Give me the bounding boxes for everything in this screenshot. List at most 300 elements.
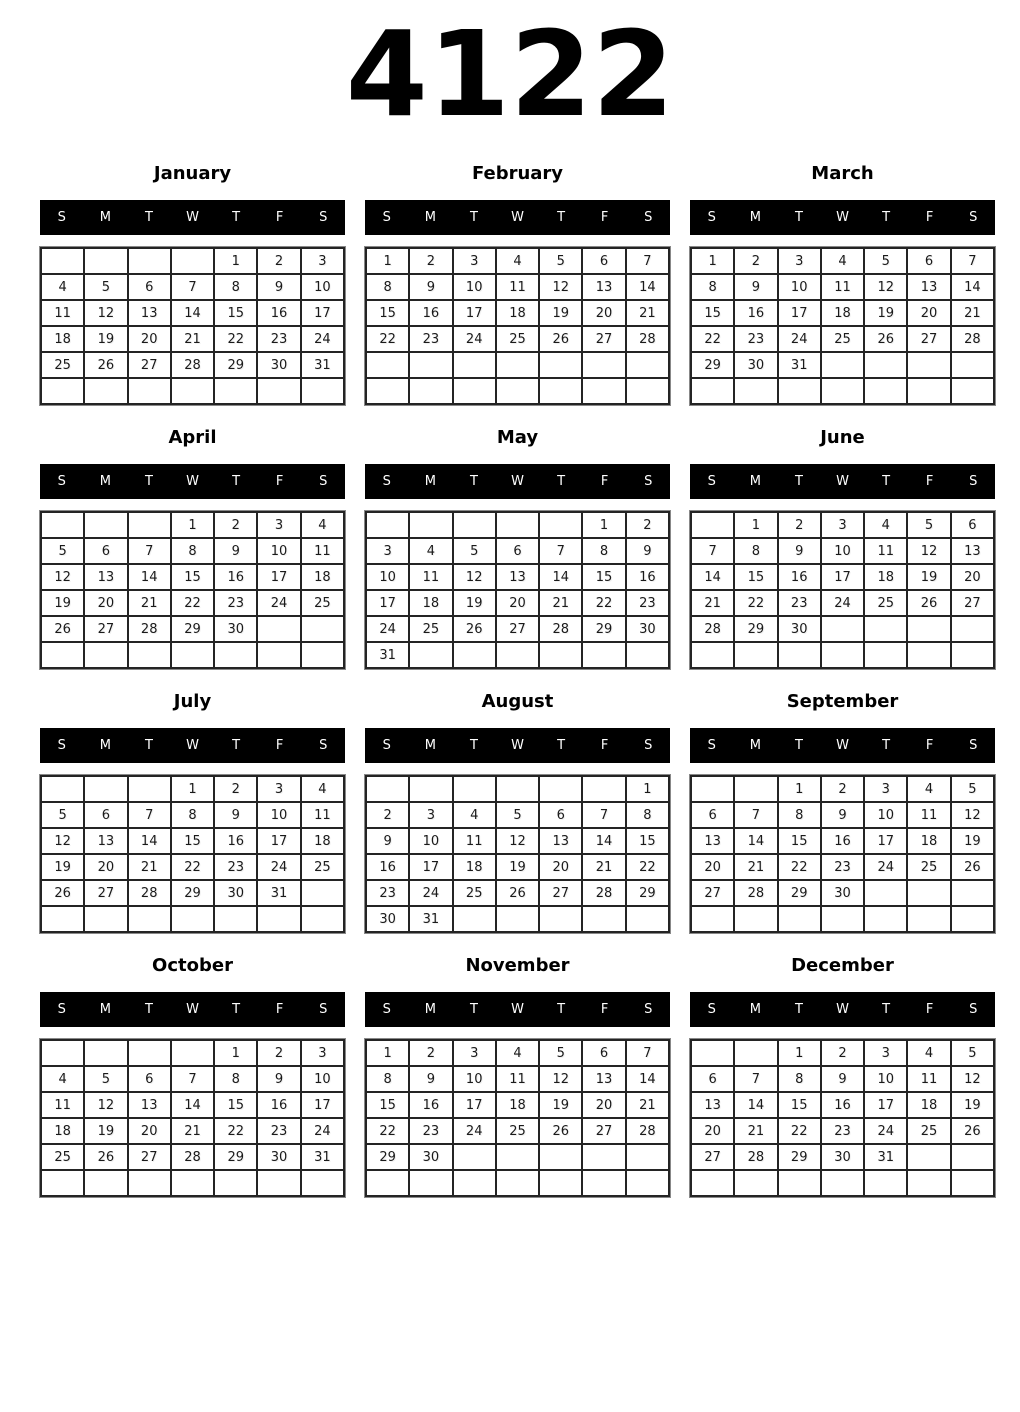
empty-day-cell <box>301 642 344 668</box>
day-cell: 5 <box>951 776 994 802</box>
weekday-label: T <box>794 210 803 225</box>
empty-day-cell <box>257 378 300 404</box>
weekday-header-bar <box>365 992 670 1027</box>
week-row <box>41 274 344 300</box>
week-row <box>41 854 344 880</box>
weekday-label: T <box>232 1002 241 1017</box>
weekday-label: T <box>232 210 241 225</box>
day-cell: 24 <box>301 1118 344 1144</box>
empty-day-cell <box>907 378 950 404</box>
weekday-label: F <box>275 474 284 489</box>
day-cell: 17 <box>453 1092 496 1118</box>
empty-day-cell <box>951 616 994 642</box>
empty-day-cell <box>907 1144 950 1170</box>
day-cell: 4 <box>821 248 864 274</box>
day-cell: 8 <box>778 802 821 828</box>
day-cell: 6 <box>84 538 127 564</box>
empty-day-cell <box>778 906 821 932</box>
day-cell: 5 <box>907 512 950 538</box>
day-cell: 6 <box>539 802 582 828</box>
week-row <box>366 326 669 352</box>
day-cell: 23 <box>366 880 409 906</box>
weekday-label: T <box>794 474 803 489</box>
weekday-label: M <box>749 1002 761 1017</box>
day-cell: 14 <box>539 564 582 590</box>
day-cell: 3 <box>257 512 300 538</box>
empty-day-cell <box>626 906 669 932</box>
weekday-label: S <box>644 738 653 753</box>
month-title: September <box>786 691 899 712</box>
day-cell: 14 <box>626 1066 669 1092</box>
week-row <box>366 352 669 378</box>
month-title: June <box>820 427 865 448</box>
day-cell: 8 <box>366 274 409 300</box>
day-cell: 17 <box>453 300 496 326</box>
month-date-grid <box>365 511 670 669</box>
day-cell: 19 <box>907 564 950 590</box>
empty-day-cell <box>453 378 496 404</box>
weekday-label: F <box>925 474 934 489</box>
day-cell: 5 <box>41 802 84 828</box>
empty-day-cell <box>864 642 907 668</box>
day-cell: 27 <box>582 1118 625 1144</box>
day-cell: 17 <box>864 1092 907 1118</box>
weekday-label: T <box>469 738 478 753</box>
week-row <box>691 590 994 616</box>
day-cell: 28 <box>128 616 171 642</box>
weekday-label: T <box>557 474 566 489</box>
day-cell: 1 <box>778 776 821 802</box>
day-cell: 9 <box>778 538 821 564</box>
day-cell: 24 <box>778 326 821 352</box>
weekday-header-bar <box>40 992 345 1027</box>
empty-day-cell <box>496 378 539 404</box>
weekday-label: M <box>749 210 761 225</box>
day-cell: 3 <box>453 248 496 274</box>
day-cell: 5 <box>864 248 907 274</box>
weekday-label: W <box>511 738 524 753</box>
empty-day-cell <box>214 1170 257 1196</box>
day-cell: 27 <box>128 1144 171 1170</box>
empty-day-cell <box>301 906 344 932</box>
day-cell: 15 <box>366 300 409 326</box>
empty-day-cell <box>453 512 496 538</box>
week-row <box>691 616 994 642</box>
day-cell: 7 <box>626 248 669 274</box>
weekday-label: F <box>925 1002 934 1017</box>
week-row <box>366 854 669 880</box>
week-row <box>366 378 669 404</box>
day-cell: 13 <box>951 538 994 564</box>
day-cell: 29 <box>214 352 257 378</box>
week-row <box>41 1170 344 1196</box>
week-row <box>691 274 994 300</box>
day-cell: 19 <box>41 590 84 616</box>
weekday-label: W <box>186 210 199 225</box>
day-cell: 4 <box>301 776 344 802</box>
empty-day-cell <box>778 1170 821 1196</box>
day-cell: 19 <box>84 326 127 352</box>
day-cell: 11 <box>301 538 344 564</box>
day-cell: 4 <box>496 248 539 274</box>
empty-day-cell <box>128 776 171 802</box>
empty-day-cell <box>734 378 777 404</box>
day-cell: 14 <box>128 564 171 590</box>
weekday-label: T <box>232 474 241 489</box>
month-title: November <box>465 955 570 976</box>
month-block-november <box>365 955 670 1197</box>
empty-day-cell <box>626 642 669 668</box>
week-row <box>366 616 669 642</box>
day-cell: 27 <box>951 590 994 616</box>
day-cell: 12 <box>84 300 127 326</box>
week-row <box>366 906 669 932</box>
empty-day-cell <box>84 642 127 668</box>
day-cell: 13 <box>128 300 171 326</box>
empty-day-cell <box>128 248 171 274</box>
day-cell: 12 <box>951 802 994 828</box>
empty-day-cell <box>171 906 214 932</box>
month-block-august <box>365 691 670 933</box>
empty-day-cell <box>821 906 864 932</box>
day-cell: 5 <box>539 1040 582 1066</box>
day-cell: 7 <box>539 538 582 564</box>
empty-day-cell <box>864 1170 907 1196</box>
empty-day-cell <box>691 642 734 668</box>
weekday-label: F <box>275 210 284 225</box>
day-cell: 15 <box>214 1092 257 1118</box>
day-cell: 16 <box>821 1092 864 1118</box>
weekday-label: S <box>57 210 66 225</box>
weekday-label: F <box>275 1002 284 1017</box>
empty-day-cell <box>409 512 452 538</box>
day-cell: 19 <box>951 1092 994 1118</box>
empty-day-cell <box>453 1144 496 1170</box>
day-cell: 5 <box>539 248 582 274</box>
day-cell: 7 <box>128 802 171 828</box>
weekday-label: T <box>469 1002 478 1017</box>
empty-day-cell <box>409 1170 452 1196</box>
day-cell: 18 <box>301 564 344 590</box>
weekday-label: T <box>557 1002 566 1017</box>
day-cell: 2 <box>778 512 821 538</box>
day-cell: 19 <box>41 854 84 880</box>
month-date-grid <box>40 247 345 405</box>
empty-day-cell <box>821 1170 864 1196</box>
week-row <box>41 590 344 616</box>
day-cell: 17 <box>301 1092 344 1118</box>
week-row <box>41 378 344 404</box>
day-cell: 15 <box>171 828 214 854</box>
empty-day-cell <box>257 616 300 642</box>
weekday-label: M <box>424 210 436 225</box>
day-cell: 16 <box>257 300 300 326</box>
empty-day-cell <box>691 378 734 404</box>
day-cell: 18 <box>41 326 84 352</box>
day-cell: 1 <box>214 1040 257 1066</box>
day-cell: 12 <box>951 1066 994 1092</box>
empty-day-cell <box>171 642 214 668</box>
day-cell: 2 <box>821 776 864 802</box>
day-cell: 10 <box>778 274 821 300</box>
day-cell: 27 <box>691 1144 734 1170</box>
empty-day-cell <box>951 378 994 404</box>
week-row <box>366 1040 669 1066</box>
day-cell: 31 <box>257 880 300 906</box>
week-row <box>41 1144 344 1170</box>
weekday-label: W <box>836 210 849 225</box>
day-cell: 29 <box>214 1144 257 1170</box>
day-cell: 30 <box>214 880 257 906</box>
empty-day-cell <box>734 642 777 668</box>
day-cell: 1 <box>366 1040 409 1066</box>
empty-day-cell <box>691 906 734 932</box>
day-cell: 30 <box>366 906 409 932</box>
day-cell: 17 <box>257 828 300 854</box>
day-cell: 7 <box>734 802 777 828</box>
day-cell: 18 <box>821 300 864 326</box>
day-cell: 26 <box>539 326 582 352</box>
week-row <box>41 642 344 668</box>
weekday-label: T <box>144 210 153 225</box>
day-cell: 2 <box>366 802 409 828</box>
weekday-label: M <box>99 1002 111 1017</box>
day-cell: 14 <box>691 564 734 590</box>
day-cell: 10 <box>453 274 496 300</box>
month-date-grid <box>365 1039 670 1197</box>
day-cell: 31 <box>864 1144 907 1170</box>
weekday-label: W <box>836 738 849 753</box>
weekday-label: S <box>644 474 653 489</box>
day-cell: 22 <box>214 326 257 352</box>
weekday-header-bar <box>40 464 345 499</box>
weekday-label: F <box>275 738 284 753</box>
day-cell: 16 <box>366 854 409 880</box>
day-cell: 25 <box>864 590 907 616</box>
day-cell: 10 <box>821 538 864 564</box>
day-cell: 26 <box>907 590 950 616</box>
day-cell: 1 <box>582 512 625 538</box>
weekday-label: T <box>469 474 478 489</box>
day-cell: 25 <box>41 352 84 378</box>
day-cell: 27 <box>84 616 127 642</box>
empty-day-cell <box>409 642 452 668</box>
day-cell: 30 <box>821 1144 864 1170</box>
day-cell: 14 <box>128 828 171 854</box>
empty-day-cell <box>539 1144 582 1170</box>
day-cell: 10 <box>366 564 409 590</box>
day-cell: 25 <box>496 1118 539 1144</box>
empty-day-cell <box>734 1170 777 1196</box>
day-cell: 19 <box>539 1092 582 1118</box>
day-cell: 11 <box>821 274 864 300</box>
week-row <box>41 828 344 854</box>
day-cell: 5 <box>496 802 539 828</box>
week-row <box>366 642 669 668</box>
empty-day-cell <box>539 1170 582 1196</box>
day-cell: 11 <box>41 300 84 326</box>
day-cell: 25 <box>409 616 452 642</box>
day-cell: 6 <box>496 538 539 564</box>
empty-day-cell <box>301 1170 344 1196</box>
day-cell: 4 <box>301 512 344 538</box>
week-row <box>41 880 344 906</box>
week-row <box>41 1066 344 1092</box>
day-cell: 7 <box>734 1066 777 1092</box>
weekday-label: W <box>836 474 849 489</box>
weekday-label: W <box>511 210 524 225</box>
empty-day-cell <box>171 378 214 404</box>
day-cell: 1 <box>691 248 734 274</box>
weekday-label: S <box>57 738 66 753</box>
day-cell: 6 <box>84 802 127 828</box>
week-row <box>366 538 669 564</box>
day-cell: 18 <box>409 590 452 616</box>
day-cell: 26 <box>453 616 496 642</box>
day-cell: 13 <box>691 1092 734 1118</box>
day-cell: 28 <box>626 326 669 352</box>
empty-day-cell <box>539 776 582 802</box>
day-cell: 14 <box>582 828 625 854</box>
empty-day-cell <box>409 776 452 802</box>
week-row <box>366 248 669 274</box>
empty-day-cell <box>691 1170 734 1196</box>
day-cell: 3 <box>453 1040 496 1066</box>
week-row <box>691 538 994 564</box>
empty-day-cell <box>128 378 171 404</box>
day-cell: 22 <box>214 1118 257 1144</box>
weekday-label: S <box>969 738 978 753</box>
day-cell: 21 <box>734 854 777 880</box>
day-cell: 23 <box>214 854 257 880</box>
day-cell: 27 <box>582 326 625 352</box>
day-cell: 23 <box>626 590 669 616</box>
empty-day-cell <box>366 512 409 538</box>
weekday-label: S <box>969 210 978 225</box>
day-cell: 20 <box>84 854 127 880</box>
day-cell: 10 <box>301 274 344 300</box>
day-cell: 8 <box>171 538 214 564</box>
empty-day-cell <box>951 1144 994 1170</box>
day-cell: 27 <box>128 352 171 378</box>
day-cell: 10 <box>453 1066 496 1092</box>
weekday-label: T <box>882 474 891 489</box>
empty-day-cell <box>778 642 821 668</box>
day-cell: 5 <box>453 538 496 564</box>
day-cell: 23 <box>821 854 864 880</box>
empty-day-cell <box>453 906 496 932</box>
day-cell: 31 <box>301 1144 344 1170</box>
week-row <box>41 802 344 828</box>
empty-day-cell <box>821 352 864 378</box>
empty-day-cell <box>734 906 777 932</box>
empty-day-cell <box>366 776 409 802</box>
weekday-label: S <box>707 738 716 753</box>
day-cell: 30 <box>778 616 821 642</box>
weekday-header-bar <box>690 200 995 235</box>
empty-day-cell <box>907 352 950 378</box>
week-row <box>691 1118 994 1144</box>
day-cell: 26 <box>84 352 127 378</box>
weekday-label: S <box>319 474 328 489</box>
empty-day-cell <box>366 378 409 404</box>
weekday-label: T <box>882 210 891 225</box>
day-cell: 3 <box>864 776 907 802</box>
day-cell: 15 <box>366 1092 409 1118</box>
day-cell: 5 <box>41 538 84 564</box>
day-cell: 16 <box>626 564 669 590</box>
day-cell: 15 <box>626 828 669 854</box>
month-block-july <box>40 691 345 933</box>
empty-day-cell <box>496 352 539 378</box>
empty-day-cell <box>496 1144 539 1170</box>
day-cell: 20 <box>907 300 950 326</box>
empty-day-cell <box>951 906 994 932</box>
empty-day-cell <box>128 906 171 932</box>
day-cell: 17 <box>821 564 864 590</box>
weekday-header-bar <box>690 728 995 763</box>
day-cell: 6 <box>582 1040 625 1066</box>
weekday-label: W <box>836 1002 849 1017</box>
day-cell: 31 <box>301 352 344 378</box>
empty-day-cell <box>41 1040 84 1066</box>
day-cell: 24 <box>864 1118 907 1144</box>
empty-day-cell <box>626 352 669 378</box>
empty-day-cell <box>626 1170 669 1196</box>
weekday-label: T <box>144 738 153 753</box>
month-date-grid <box>40 511 345 669</box>
day-cell: 13 <box>539 828 582 854</box>
day-cell: 7 <box>582 802 625 828</box>
day-cell: 29 <box>582 616 625 642</box>
week-row <box>366 564 669 590</box>
week-row <box>41 512 344 538</box>
weekday-label: S <box>382 210 391 225</box>
day-cell: 1 <box>734 512 777 538</box>
day-cell: 21 <box>691 590 734 616</box>
day-cell: 25 <box>907 854 950 880</box>
weekday-label: M <box>99 738 111 753</box>
week-row <box>41 616 344 642</box>
empty-day-cell <box>778 378 821 404</box>
empty-day-cell <box>171 1170 214 1196</box>
day-cell: 17 <box>409 854 452 880</box>
day-cell: 4 <box>409 538 452 564</box>
week-row <box>691 248 994 274</box>
day-cell: 10 <box>257 802 300 828</box>
day-cell: 6 <box>691 1066 734 1092</box>
month-date-grid <box>365 775 670 933</box>
day-cell: 25 <box>907 1118 950 1144</box>
empty-day-cell <box>84 1040 127 1066</box>
empty-day-cell <box>907 880 950 906</box>
empty-day-cell <box>582 1144 625 1170</box>
weekday-label: W <box>186 1002 199 1017</box>
day-cell: 19 <box>453 590 496 616</box>
day-cell: 21 <box>171 326 214 352</box>
day-cell: 16 <box>821 828 864 854</box>
day-cell: 26 <box>864 326 907 352</box>
day-cell: 4 <box>907 776 950 802</box>
day-cell: 22 <box>582 590 625 616</box>
month-title: April <box>168 427 217 448</box>
week-row <box>691 642 994 668</box>
weekday-label: S <box>707 474 716 489</box>
week-row <box>691 880 994 906</box>
day-cell: 18 <box>907 1092 950 1118</box>
day-cell: 23 <box>409 326 452 352</box>
day-cell: 15 <box>214 300 257 326</box>
